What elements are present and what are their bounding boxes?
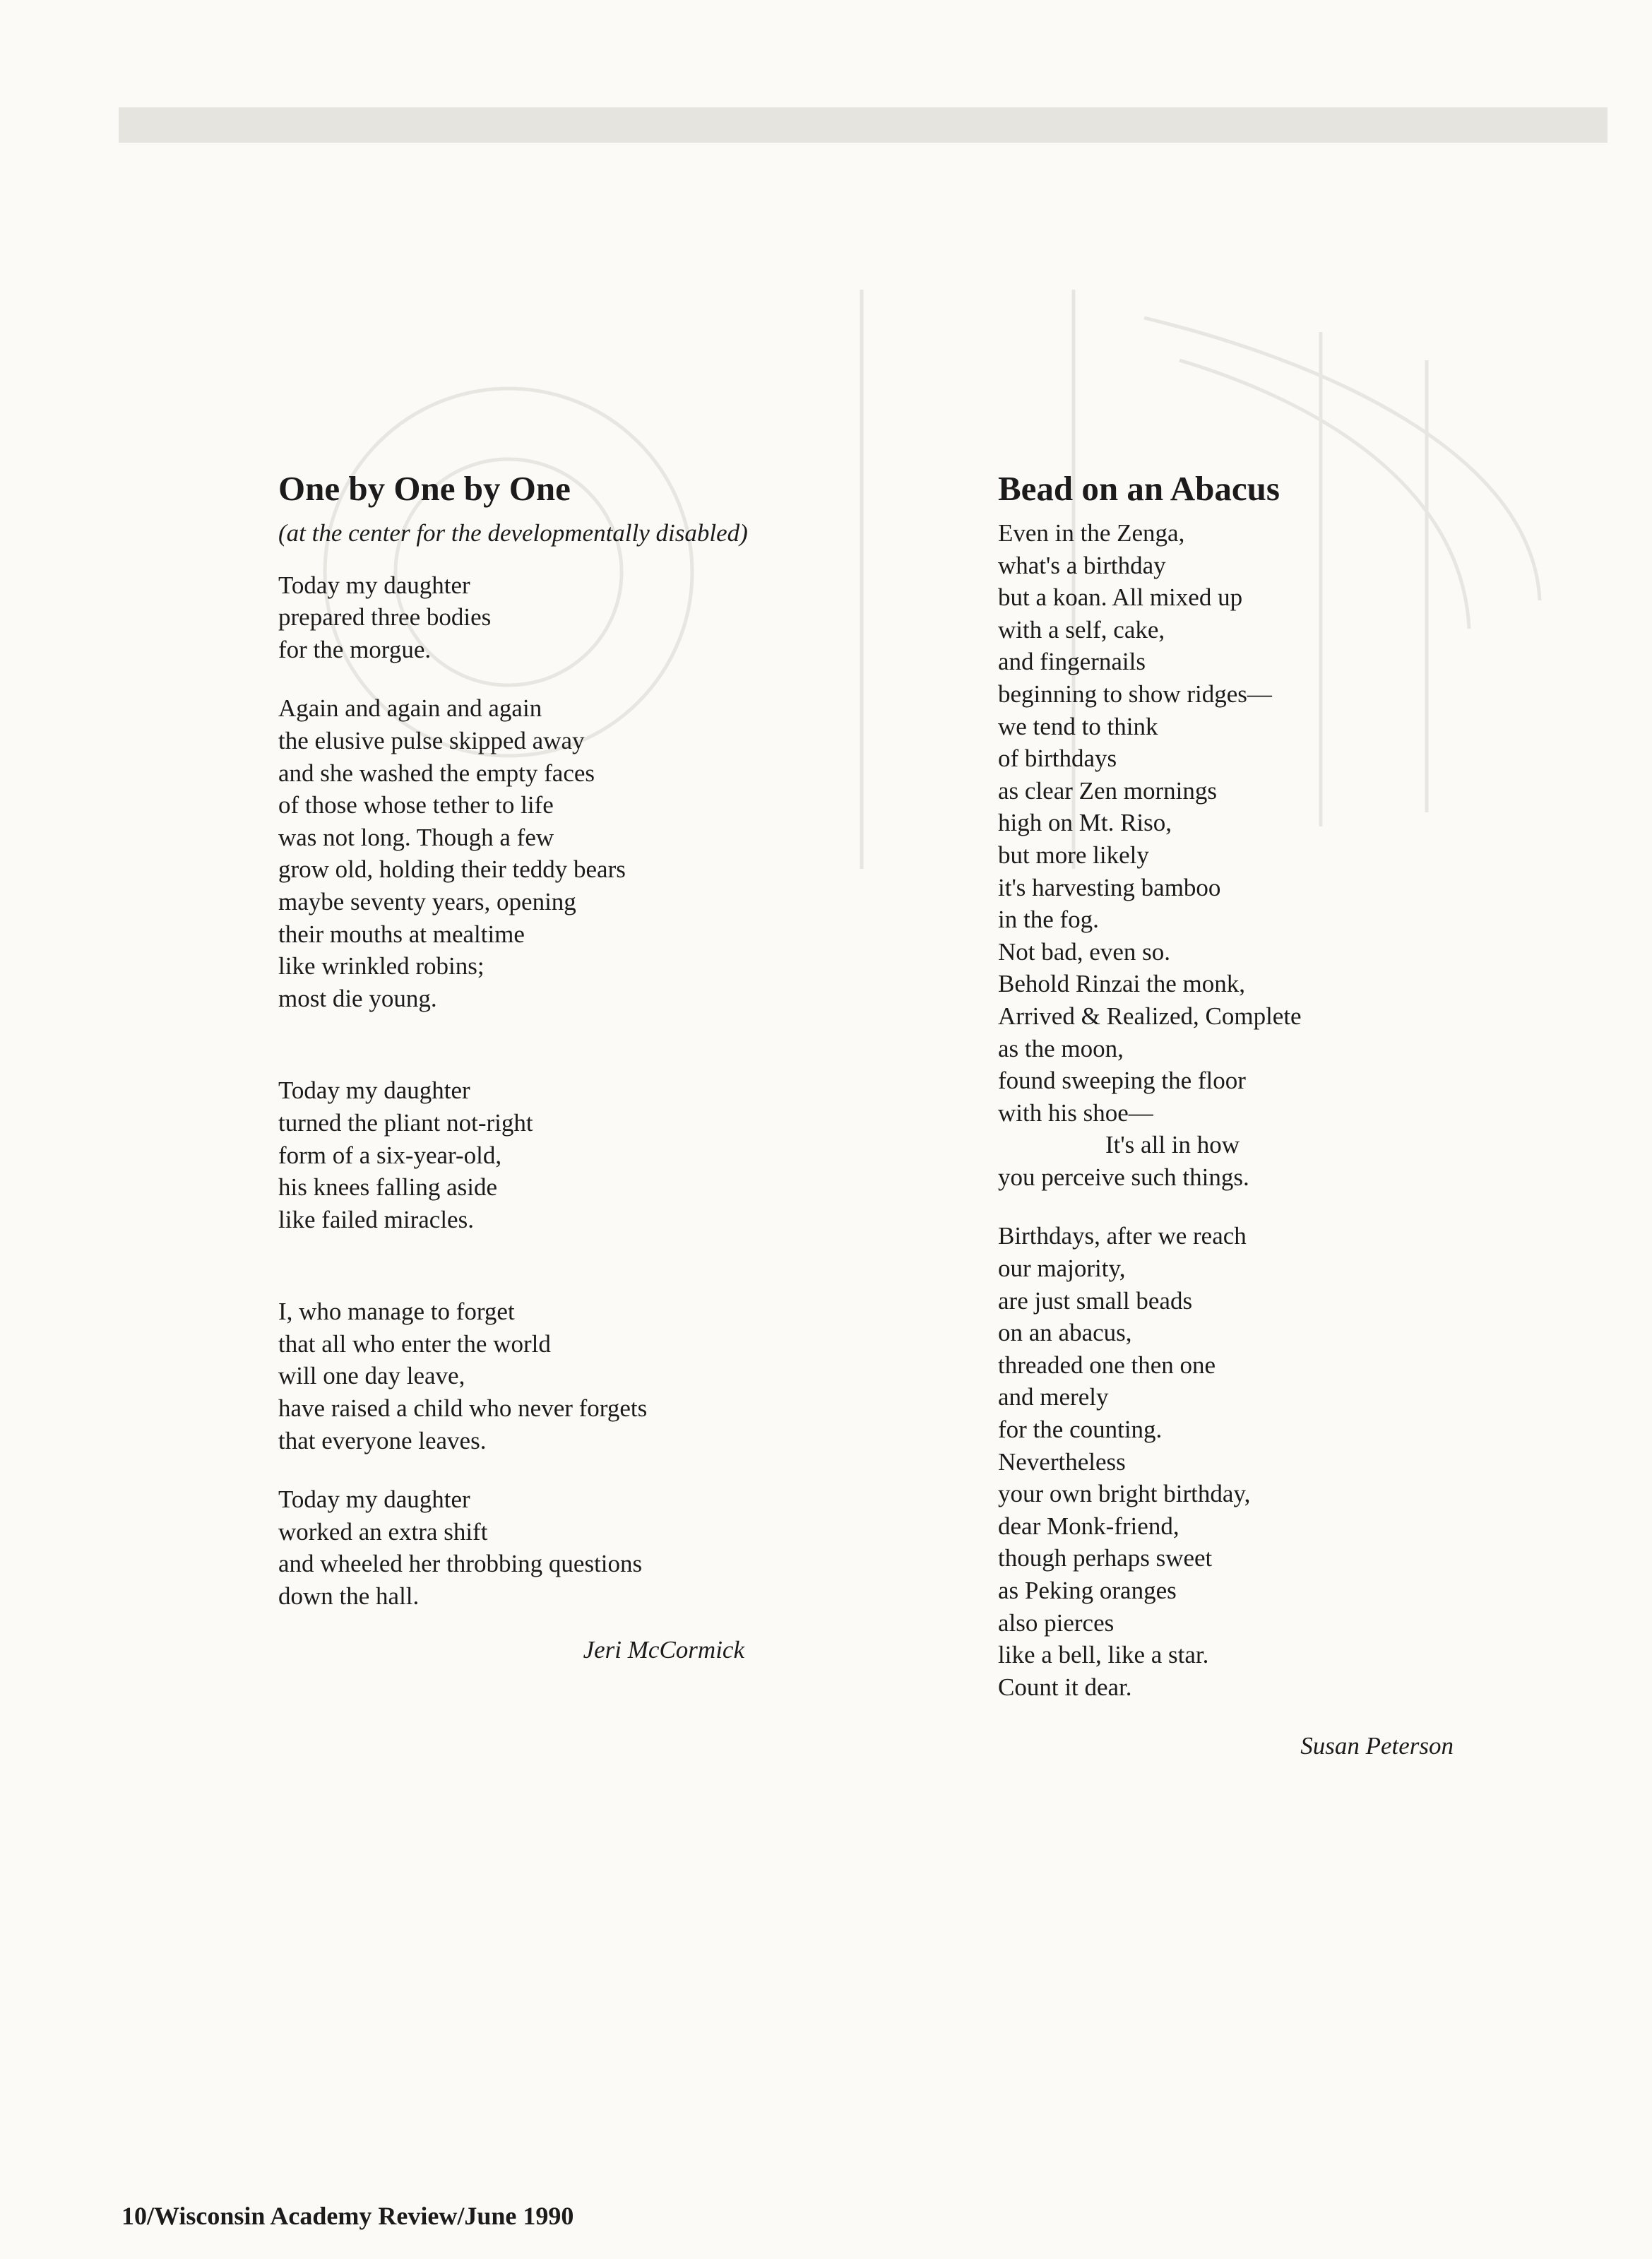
poem-line: threaded one then one	[998, 1351, 1216, 1379]
poem-line: that all who enter the world	[278, 1329, 551, 1358]
poem-line: form of a six-year-old,	[278, 1141, 502, 1169]
poem-line: also pierces	[998, 1608, 1115, 1637]
poem-line: the elusive pulse skipped away	[278, 726, 585, 754]
poem-line: it's harvesting bamboo	[998, 873, 1221, 901]
poem-line: what's a birthday	[998, 551, 1166, 579]
poem-line: with his shoe—	[998, 1098, 1153, 1127]
poem-line: Again and again and again	[278, 694, 542, 723]
poem-line: like wrinkled robins;	[278, 952, 485, 980]
poem-line: Today my daughter	[278, 1486, 470, 1514]
poem-line: worked an extra shift	[278, 1517, 488, 1546]
poem-line: found sweeping the floor	[998, 1067, 1246, 1095]
poem-line: that everyone leaves.	[278, 1426, 487, 1454]
stanza	[278, 692, 900, 1014]
stanza	[278, 1074, 900, 1235]
poem-stanzas	[998, 517, 1535, 1703]
poem-line: Even in the Zenga,	[998, 519, 1185, 547]
poem-line: their mouths at mealtime	[278, 920, 525, 948]
poem-line: Today my daughter	[278, 1077, 470, 1105]
poem-line: Not bad, even so.	[998, 937, 1170, 966]
poem-line: your own bright birthday,	[998, 1480, 1251, 1508]
show-through-band	[119, 107, 1608, 143]
poem-line: I, who manage to forget	[278, 1298, 515, 1326]
poem-bead-on-abacus	[998, 468, 1535, 1762]
poem-line: on an abacus,	[998, 1319, 1132, 1347]
poem-stanzas	[278, 569, 900, 1613]
stanza	[998, 1220, 1535, 1703]
poem-line: you perceive such things.	[998, 1163, 1249, 1191]
poem-line: for the counting.	[998, 1416, 1163, 1444]
poem-line: but more likely	[998, 841, 1149, 869]
poem-line: of birthdays	[998, 745, 1117, 773]
poem-line: and merely	[998, 1383, 1109, 1411]
poem-line: in the fog.	[998, 906, 1099, 934]
poem-line: Nevertheless	[998, 1447, 1126, 1476]
poem-line: down the hall.	[278, 1582, 420, 1611]
poem-line: Behold Rinzai the monk,	[998, 970, 1245, 998]
poem-line: have raised a child who never forgets	[278, 1394, 648, 1423]
poem-line: Arrived & Realized, Complete	[998, 1002, 1302, 1030]
poem-line: grow old, holding their teddy bears	[278, 855, 626, 884]
stanza	[998, 517, 1535, 1193]
poem-line: and wheeled her throbbing questions	[278, 1550, 643, 1578]
poem-line: we tend to think	[998, 712, 1158, 740]
poem-line: of those whose tether to life	[278, 791, 554, 819]
stanza	[278, 569, 900, 666]
poem-line: and fingernails	[998, 648, 1146, 676]
stanza	[278, 1295, 900, 1457]
poem-line: with a self, cake,	[998, 615, 1165, 644]
poem-author: Susan Peterson	[1300, 1732, 1454, 1760]
poem-line: was not long. Though a few	[278, 823, 554, 851]
poem-line: maybe seventy years, opening	[278, 887, 576, 915]
poem-subtitle: (at the center for the developmentally disabled)	[278, 519, 748, 547]
poem-line: our majority,	[998, 1255, 1126, 1283]
poem-line: high on Mt. Riso,	[998, 809, 1172, 837]
poem-line: for the morgue.	[278, 635, 432, 663]
stanza	[278, 1483, 900, 1612]
poem-line: his knees falling aside	[278, 1173, 498, 1202]
poem-line: as Peking oranges	[998, 1577, 1177, 1604]
poem-title: Bead on an Abacus	[998, 469, 1280, 508]
page-footer: 10/Wisconsin Academy Review/June 1990	[121, 2202, 574, 2230]
poem-line: dear Monk-friend,	[998, 1512, 1179, 1540]
poem-line: as the moon,	[998, 1034, 1124, 1062]
poem-title: One by One by One	[278, 469, 571, 508]
poem-line: Today my daughter	[278, 571, 470, 599]
poem-line: as clear Zen mornings	[998, 776, 1218, 805]
poem-line: like a bell, like a star.	[998, 1641, 1209, 1669]
poem-line: like failed miracles.	[278, 1205, 474, 1233]
poem-line: It's all in how	[1105, 1131, 1240, 1159]
poem-one-by-one	[278, 468, 900, 1666]
poem-line: most die young.	[278, 984, 437, 1012]
poem-line: and she washed the empty faces	[278, 759, 595, 787]
poem-line: are just small beads	[998, 1286, 1193, 1315]
poem-line: beginning to show ridges—	[998, 680, 1272, 708]
poem-line: but a koan. All mixed up	[998, 583, 1243, 612]
poem-line: Count it dear.	[998, 1673, 1132, 1701]
poem-line: prepared three bodies	[278, 603, 492, 632]
poem-line: turned the pliant not-right	[278, 1108, 533, 1137]
poem-line: Birthdays, after we reach	[998, 1222, 1247, 1250]
poem-author: Jeri McCormick	[583, 1635, 744, 1664]
poem-line: will one day leave,	[278, 1362, 465, 1390]
poem-line: though perhaps sweet	[998, 1544, 1213, 1572]
